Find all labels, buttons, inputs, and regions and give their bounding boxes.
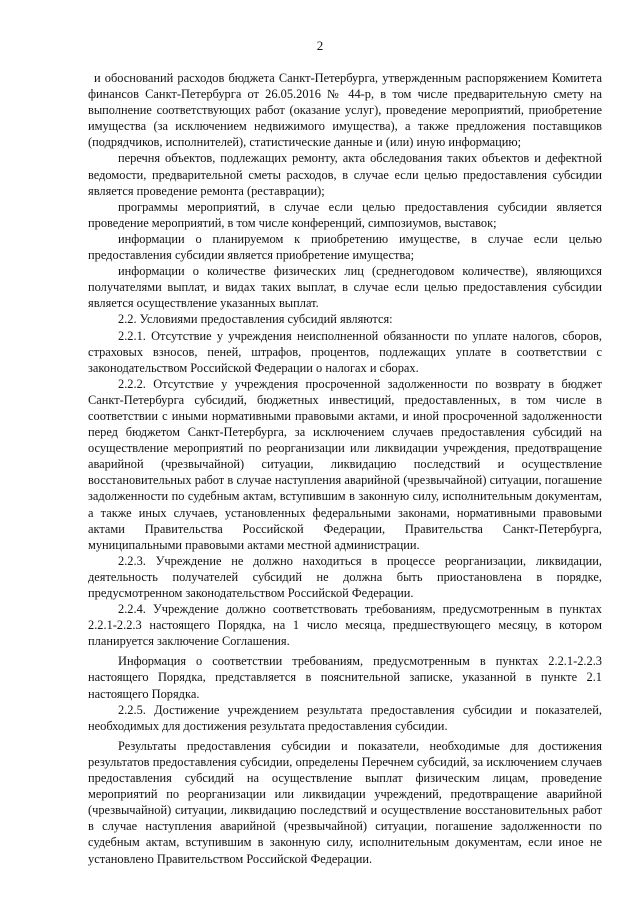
clause-2-2-5: 2.2.5. Достижение учреждением результата предоставления субсидии и показателей, необходимых для достижения результата предоставления субсидии. (88, 702, 602, 733)
clause-2-2-2: 2.2.2. Отсутствие у учреждения просроченной задолженности по возврату в бюджет Санкт-Петербурга субсидий, бюджетных инвестиций, предоставленных, в том числе в соответствии с иными нормативными правовыми актами, и иной просроченной задолженности перед бюджетом Санкт-Петербурга, за исключением случаев предоставления субсидий на осуществление мероприятий по реорганизации или ликвидации учреждения, предотвращение аварийной (чрезвычайной) ситуации, ликвидацию последствий и осуществление восстановительных работ в случае наступления аварийной (чрезвычайной) ситуации, погашение задолженности по судебным актам, вступившим в законную силу, исполнительным документам, а также иных случаев, установленных федеральными законами, нормативными правовыми актами Правительства Российской Федерации, Правительства Санкт-Петербурга, муниципальными правовыми актами местной администрации. (88, 376, 602, 552)
clause-2-2-1: 2.2.1. Отсутствие у учреждения неисполненной обязанности по уплате налогов, сборов, страховых взносов, пеней, штрафов, процентов, подлежащих уплате в соответствии с законодательством Российской Федерации о налогах и сборах. (88, 328, 602, 375)
clause-2-2-3: 2.2.3. Учреждение не должно находиться в процессе реорганизации, ликвидации, деятельность получателей субсидий не должна быть приостановлена в порядке, предусмотренном законодательством Российской Федерации. (88, 553, 602, 600)
document-body (88, 70, 602, 867)
paragraph-property-acquisition: информации о планируемом к приобретению имуществе, в случае если целью предоставления субсидии является приобретение имущества; (88, 231, 602, 263)
paragraph-events-program: программы мероприятий, в случае если целью предоставления субсидии является проведение мероприятий, в том числе конференций, симпозиумов, выставок; (88, 199, 602, 230)
section-2-2-heading: 2.2. Условиями предоставления субсидий являются: (118, 312, 393, 327)
paragraph-payments-recipients: информации о количестве физических лиц (среднегодовом количестве), являющихся получателями выплат, и видах таких выплат, в случае если целью предоставления субсидии является осуществление указанных выплат. (88, 264, 602, 311)
paragraph-repair-objects: перечня объектов, подлежащих ремонту, акта обследования таких объектов и дефектной ведомости, предварительной сметы расходов, в случае если целью предоставления субсидии является проведение ремонта (реставрации); (88, 151, 602, 198)
paragraph-compliance-info: Информация о соответствии требованиям, предусмотренным в пунктах 2.2.1-2.2.3 настоящего Порядка, представляется в пояснительной записке, указанной в пункте 2.1 настоящего Порядка. (88, 654, 602, 701)
clause-2-2-4: 2.2.4. Учреждение должно соответствовать требованиям, предусмотренным в пунктах 2.2.1-2.2.3 настоящего Порядка, на 1 число месяца, предшествующего месяцу, в котором планируется заключение Соглашения. (88, 602, 602, 649)
paragraph-results: Результаты предоставления субсидии и показатели, необходимые для достижения результатов предоставления субсидии, определены Перечнем субсидий, за исключением случаев предоставления субсидий на осуществление выплат физическим лицам, проведение мероприятий по реорганизации или ликвидации учреждений, предотвращение аварийной (чрезвычайной) ситуации, ликвидацию последствий и осуществление восстановительных работ в случае наступления аварийной (чрезвычайной) ситуации, погашение задолженности по судебным актам, вступившим в законную силу, исполнительным документам, если иное не установлено Правительством Российской Федерации. (88, 738, 602, 866)
page-number: 2 (316, 38, 324, 53)
paragraph-continuation: и обоснований расходов бюджета Санкт-Петербурга, утвержденным распоряжением Комитета финансов Санкт-Петербурга от 26.05.2016 № 44-р, в том числе предварительную смету на выполнение соответствующих работ (оказание услуг), проведение мероприятий, приобретение имущества (за исключением недвижимого имущества), а также предложения поставщиков (подрядчиков, исполнителей), статистические данные и (или) иную информацию; (88, 71, 602, 150)
